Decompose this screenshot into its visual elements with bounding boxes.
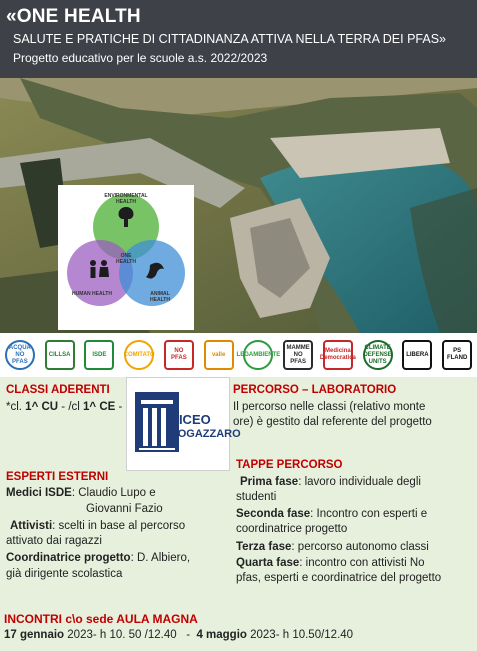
incontri-dates: 17 gennaio 2023- h 10. 50 /12.40 - 4 maggio 2023- h 10.50/12.40: [4, 629, 354, 641]
venn-label-environmental: ENVIRONMENTAL HEALTH: [104, 193, 148, 205]
program-line: Progetto educativo per le scuole a.s. 2022/2023: [13, 51, 268, 65]
one-health-venn: [58, 185, 194, 330]
valle-logo-text: valle: [211, 351, 226, 358]
psfland-logo-text: PS FLAND: [446, 348, 468, 361]
cillsa-logo-text: CILLSA: [48, 351, 71, 358]
esperti-medici-2: Giovanni Fazio: [86, 503, 163, 515]
tappe-fase2: Seconda fase: Incontro con esperti e: [236, 508, 428, 520]
esperti-coordinatrice-2: già dirigente scolastica: [6, 568, 123, 580]
liceo-fogazzaro-logo: [126, 377, 241, 471]
percorso-line1: Il percorso nelle classi (relativo monte: [233, 401, 426, 413]
venn-label-animal: ANIMAL HEALTH: [150, 291, 170, 303]
tappe-fase3: Terza fase: percorso autonomo classi: [236, 541, 429, 553]
tappe-fase4-2: pfas, esperti e coordinatrice del progetto: [236, 572, 442, 584]
comitato-logo-text: COMITATO: [123, 351, 155, 358]
tappe-title: TAPPE PERCORSO: [236, 459, 343, 471]
esperti-title: ESPERTI ESTERNI: [6, 471, 109, 483]
libera-logo-text: LIBERA: [406, 351, 429, 358]
esperti-medici: Medici ISDE: Claudio Lupo e: [6, 487, 156, 499]
cillsa-logo: [42, 338, 78, 372]
comitato-logo: [121, 338, 157, 372]
acqua-pfas-logo-text: ACQUA NO PFAS: [8, 344, 31, 365]
liceo-line2: FOGAZZARO: [171, 428, 241, 440]
incontri-title: INCONTRI c\o sede AULA MAGNA: [4, 612, 198, 626]
tappe-fase1: Prima fase: lavoro individuale degli: [240, 476, 421, 488]
legambiente-logo: [236, 338, 281, 372]
no-pfas-logo-text: NO PFAS: [171, 348, 187, 361]
page-subtitle: SALUTE E PRATICHE DI CITTADINANZA ATTIVA NELLA TERRA DEI PFAS»: [13, 32, 446, 46]
tappe-fase4: Quarta fase: incontro con attivisti No: [236, 557, 425, 569]
isde-logo: [82, 338, 118, 372]
isde-logo-text: ISDE: [92, 351, 107, 358]
partner-logos: [0, 333, 477, 377]
libera-logo: [400, 338, 436, 372]
esperti-attivisti-2: attivato dai ragazzi: [6, 535, 102, 547]
valle-logo: [201, 338, 237, 372]
page-title: «ONE HEALTH: [6, 6, 141, 27]
percorso-line2: ore) è gestito dal referente del progetto: [233, 416, 432, 428]
climate-defense-logo-text: CLIMATE DEFENSE UNITS: [363, 344, 392, 365]
acqua-pfas-logo: [2, 338, 38, 372]
medicina-democratica-logo-text: Medicina Democratica: [319, 348, 356, 361]
legambiente-logo-text: LEGAMBIENTE: [236, 351, 281, 358]
medicina-democratica-logo: [320, 338, 356, 372]
header-banner: [0, 0, 477, 78]
classi-title: CLASSI ADERENTI: [6, 384, 110, 396]
venn-label-human: HUMAN HEALTH: [72, 291, 112, 297]
classi-text: *cl. 1^ CU - /cl 1^ CE -: [6, 401, 123, 413]
tappe-fase2-2: coordinatrice progetto: [236, 523, 348, 535]
venn-label-center: ONE HEALTH: [116, 253, 136, 265]
esperti-attivisti: Attivisti: scelti in base al percorso: [10, 520, 186, 532]
tappe-fase1-2: studenti: [236, 491, 277, 503]
liceo-line1: LICEO: [171, 412, 211, 427]
psfland-logo: [439, 338, 475, 372]
mamme-no-pfas-logo-text: MAMME NO PFAS: [286, 344, 310, 365]
percorso-title: PERCORSO – LABORATORIO: [233, 384, 397, 396]
mamme-no-pfas-logo: [280, 338, 316, 372]
climate-defense-logo: [360, 338, 396, 372]
no-pfas-logo: [161, 338, 197, 372]
esperti-coordinatrice: Coordinatrice progetto: D. Albiero,: [6, 552, 191, 564]
